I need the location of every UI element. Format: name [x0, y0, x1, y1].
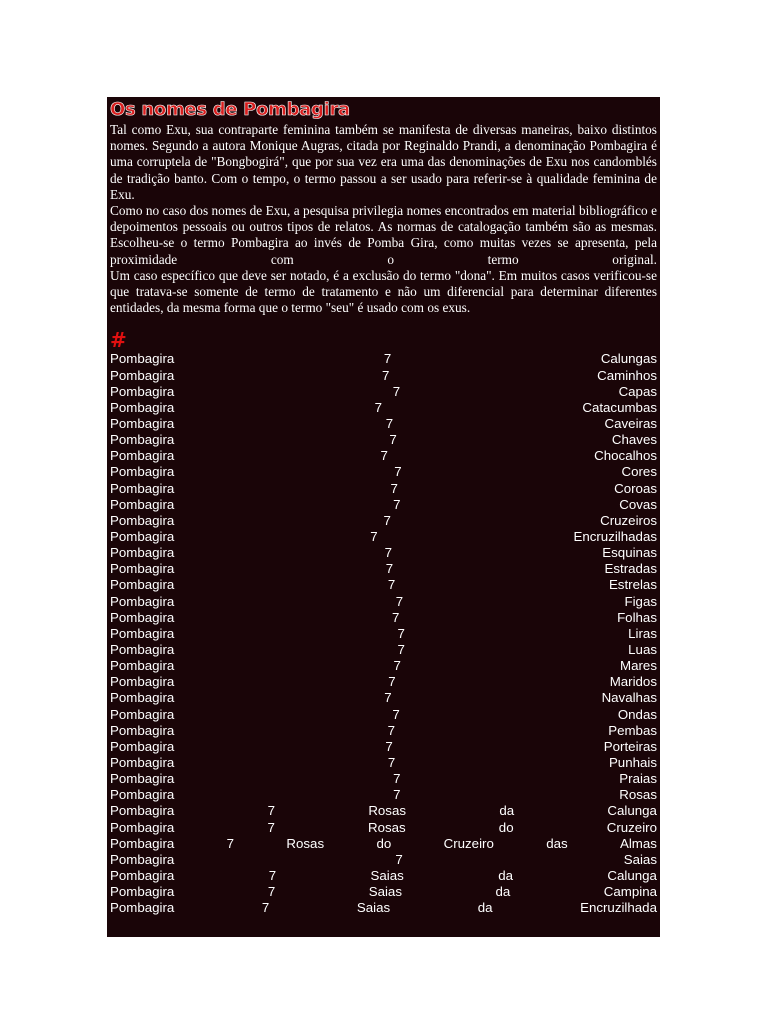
name-word: Esquinas [602, 545, 657, 561]
name-word: Figas [624, 593, 657, 609]
list-item [110, 723, 657, 739]
name-word: 7 [374, 399, 383, 415]
name-word: 7 [392, 706, 400, 722]
name-word: Cores [621, 464, 657, 480]
name-word: 7 [384, 690, 392, 706]
list-item [110, 803, 657, 819]
name-word: 7 [387, 722, 395, 738]
list-item [110, 690, 657, 706]
list-item [110, 852, 657, 868]
name-word: Calungas [600, 351, 657, 367]
name-word: Cruzeiro [443, 835, 494, 851]
name-word: Pombagira [110, 900, 175, 916]
name-word: Encruzilhadas [573, 528, 657, 544]
name-word: Folhas [617, 609, 657, 625]
name-word: Pombagira [110, 383, 175, 399]
name-word: do [498, 819, 514, 835]
paragraph-3: Escolheu-se o termo Pombagira ao invés de Pomba Gira, como muitas vezes se apresenta, pela proximidade com o termo original. [110, 235, 657, 267]
name-word: 7 [385, 416, 394, 431]
list-item [110, 739, 657, 755]
name-word: Caminhos [597, 367, 657, 383]
list-item [110, 884, 657, 900]
name-word: Chocalhos [594, 448, 657, 464]
name-word: Covas [619, 496, 657, 512]
list-item [110, 577, 657, 593]
name-word: Punhais [608, 754, 657, 770]
name-word: da [499, 803, 515, 819]
paragraph-2: Como no caso dos nomes de Exu, a pesquisa privilegia nomes encontrados em material bibliográfico e depoimentos pessoais ou outros tipos de relatos. As normas de catalogação também são as mesmas. [110, 203, 657, 235]
name-word: 7 [388, 674, 396, 690]
list-item [110, 820, 657, 836]
name-word: 7 [267, 884, 276, 900]
name-word: Estradas [604, 561, 657, 577]
name-word: Navalhas [601, 690, 657, 706]
name-word: do [376, 835, 392, 851]
name-word: Pombagira [110, 480, 175, 496]
list-item [110, 594, 657, 610]
list-item [110, 448, 657, 464]
name-word: 7 [394, 464, 402, 480]
name-word: Pombagira [110, 512, 175, 528]
name-word: Pembas [608, 722, 657, 738]
list-item [110, 836, 657, 852]
name-word: 7 [267, 803, 276, 819]
list-item [110, 755, 657, 771]
list-item [110, 464, 657, 480]
name-word: 7 [261, 900, 270, 916]
name-word: Pombagira [110, 787, 175, 803]
name-word: Pombagira [110, 577, 175, 593]
name-word: Luas [628, 641, 657, 657]
name-word: Pombagira [110, 496, 175, 512]
name-word: Pombagira [110, 706, 175, 722]
name-word: Pombagira [110, 803, 175, 819]
name-word: 7 [385, 738, 393, 754]
name-word: Rosas [286, 835, 325, 851]
list-item [110, 642, 657, 658]
name-word: 7 [393, 787, 401, 803]
name-word: das [546, 835, 568, 851]
name-word: 7 [267, 819, 275, 835]
list-item [110, 545, 657, 561]
name-word: Pombagira [110, 432, 175, 448]
name-word: 7 [383, 512, 391, 528]
list-item [110, 481, 657, 497]
list-item [110, 707, 657, 723]
name-word: Cruzeiro [606, 819, 657, 835]
name-word: Liras [628, 625, 657, 641]
name-word: da [477, 900, 493, 916]
name-word: Pombagira [110, 448, 175, 464]
name-word: Saias [368, 884, 402, 900]
name-word: Chaves [611, 432, 657, 448]
name-word: Pombagira [110, 561, 175, 577]
name-word: Pombagira [110, 367, 175, 383]
document-page [107, 97, 660, 937]
list-item [110, 497, 657, 513]
names-list [110, 351, 657, 916]
name-word: Maridos [609, 674, 657, 690]
name-word: Saias [370, 867, 404, 883]
name-word: Pombagira [110, 464, 175, 480]
name-word: Almas [619, 835, 657, 851]
name-word: Pombagira [110, 690, 175, 706]
list-item [110, 674, 657, 690]
name-word: Praias [619, 771, 657, 787]
name-word: Pombagira [110, 351, 175, 367]
name-word: Estrelas [608, 577, 657, 593]
name-word: 7 [393, 771, 401, 787]
name-word: 7 [268, 867, 277, 883]
name-word: Pombagira [110, 771, 175, 787]
name-word: 7 [382, 367, 390, 383]
name-word: Calunga [607, 867, 657, 883]
name-word: Pombagira [110, 399, 175, 415]
name-word: Pombagira [110, 658, 175, 674]
name-word: Pombagira [110, 835, 175, 851]
paragraph-1: Tal como Exu, sua contraparte feminina também se manifesta de diversas maneiras, baixo distintos nomes. Segundo a autora Monique Augras, citada por Reginaldo Prandi, a denominação Pombagira é uma corruptela de "Bongbogirá", que por sua vez era uma das denominações de Exu nos candomblés de tradição banto. Com o tempo, o termo passou a ser usado para referir-se à qualidade feminina de Exu. [110, 122, 657, 202]
name-word: 7 [390, 480, 398, 496]
name-word: 7 [380, 448, 388, 464]
name-word: Pombagira [110, 819, 175, 835]
list-item [110, 513, 657, 529]
list-item [110, 384, 657, 400]
paragraph-4: Um caso específico que deve ser notado, é a exclusão do termo "dona". Em muitos casos verificou-se que tratava-se somente de termo de tratamento e não um diferencial para determinar diferentes entidades, da mesma forma que o termo "seu" é usado com os exus. [110, 267, 657, 316]
list-item [110, 658, 657, 674]
name-word: 7 [385, 561, 394, 577]
name-word: Pombagira [110, 754, 175, 770]
name-word: 7 [387, 754, 396, 770]
name-word: Caveiras [604, 416, 657, 431]
name-word: Mares [620, 658, 657, 674]
name-word: Pombagira [110, 674, 175, 690]
name-word: 7 [391, 609, 400, 625]
name-word: Campina [603, 884, 657, 900]
name-word: Rosas [619, 787, 657, 803]
name-word: Capas [618, 383, 657, 399]
page-title: Os nomes de Pombagira [110, 99, 350, 120]
list-item [110, 351, 657, 367]
name-word: Cruzeiros [600, 512, 657, 528]
name-word: Pombagira [110, 609, 175, 625]
name-word: 7 [397, 641, 405, 657]
list-item [110, 900, 657, 916]
name-word: Encruzilhada [580, 900, 657, 916]
name-word: 7 [393, 658, 401, 674]
name-word: 7 [389, 432, 397, 448]
name-word: 7 [370, 528, 378, 544]
name-word: Pombagira [110, 867, 175, 883]
list-item [110, 561, 657, 577]
name-word: Saias [356, 900, 391, 916]
name-word: Porteiras [603, 738, 657, 754]
list-item [110, 626, 657, 642]
list-item [110, 868, 657, 884]
list-item [110, 400, 657, 416]
name-word: da [498, 867, 513, 883]
name-word: Pombagira [110, 851, 175, 867]
name-word: Pombagira [110, 528, 175, 544]
name-word: 7 [395, 851, 403, 867]
list-item [110, 529, 657, 545]
name-word: Pombagira [110, 722, 175, 738]
section-marker: # [110, 328, 127, 353]
name-word: da [495, 884, 511, 900]
name-word: Saias [623, 851, 657, 867]
name-word: Pombagira [110, 884, 175, 900]
name-word: Catacumbas [582, 399, 657, 415]
name-word: 7 [393, 496, 401, 512]
name-word: 7 [392, 383, 401, 399]
name-word: Pombagira [110, 641, 175, 657]
list-item [110, 432, 657, 448]
name-word: 7 [383, 351, 392, 367]
list-item [110, 610, 657, 626]
name-word: Rosas [368, 803, 407, 819]
name-word: Ondas [617, 706, 657, 722]
name-word: 7 [395, 593, 404, 609]
name-word: Calunga [607, 803, 657, 819]
list-item [110, 416, 657, 432]
name-word: Pombagira [110, 625, 175, 641]
name-word: Pombagira [110, 545, 175, 561]
name-word: Pombagira [110, 738, 175, 754]
name-word: 7 [384, 545, 392, 561]
name-word: Rosas [367, 819, 406, 835]
name-word: Pombagira [110, 416, 175, 431]
name-word: Coroas [614, 480, 657, 496]
name-word: Pombagira [110, 593, 175, 609]
name-word: 7 [397, 625, 405, 641]
list-item [110, 787, 657, 803]
name-word: 7 [226, 835, 235, 851]
list-item [110, 771, 657, 787]
list-item [110, 368, 657, 384]
name-word: 7 [387, 577, 396, 593]
